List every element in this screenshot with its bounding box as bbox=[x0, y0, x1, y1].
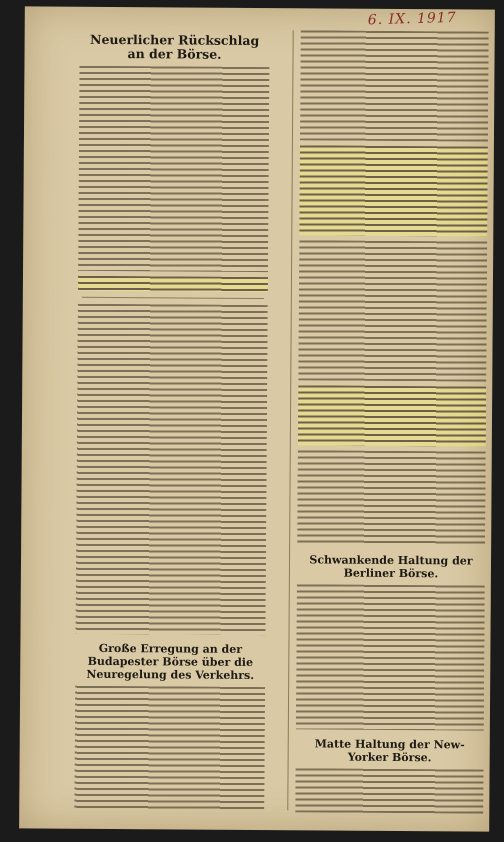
article-text-block bbox=[297, 450, 486, 546]
column-rule bbox=[287, 30, 293, 810]
article-text-block bbox=[300, 30, 489, 141]
newspaper-clipping bbox=[19, 6, 495, 831]
article-text-block bbox=[75, 304, 267, 635]
headline-budapest: Große Erregung an der Budapester Börse über die Neuregelung des Verkehrs. bbox=[86, 641, 255, 682]
article-text-block bbox=[298, 240, 487, 381]
highlighted-text-block bbox=[298, 385, 486, 446]
right-column bbox=[295, 30, 488, 813]
article-text-block bbox=[74, 686, 265, 812]
highlighted-text-block bbox=[299, 145, 488, 236]
left-column bbox=[74, 29, 269, 812]
headline-berlin: Schwankende Haltung der Berliner Börse. bbox=[309, 553, 473, 581]
article-text-block bbox=[78, 66, 269, 272]
column-divider bbox=[82, 297, 264, 299]
headline-new-york: Matte Haltung der New-Yorker Börse. bbox=[314, 737, 465, 765]
article-text-block bbox=[295, 768, 483, 813]
highlighted-text-block bbox=[78, 276, 268, 292]
headline-boerse-rueckschlag: Neuerlicher Rückschlag an der Börse. bbox=[90, 31, 260, 62]
article-text-block bbox=[296, 584, 485, 730]
handwritten-date: 6. IX. 1917 bbox=[367, 9, 458, 29]
